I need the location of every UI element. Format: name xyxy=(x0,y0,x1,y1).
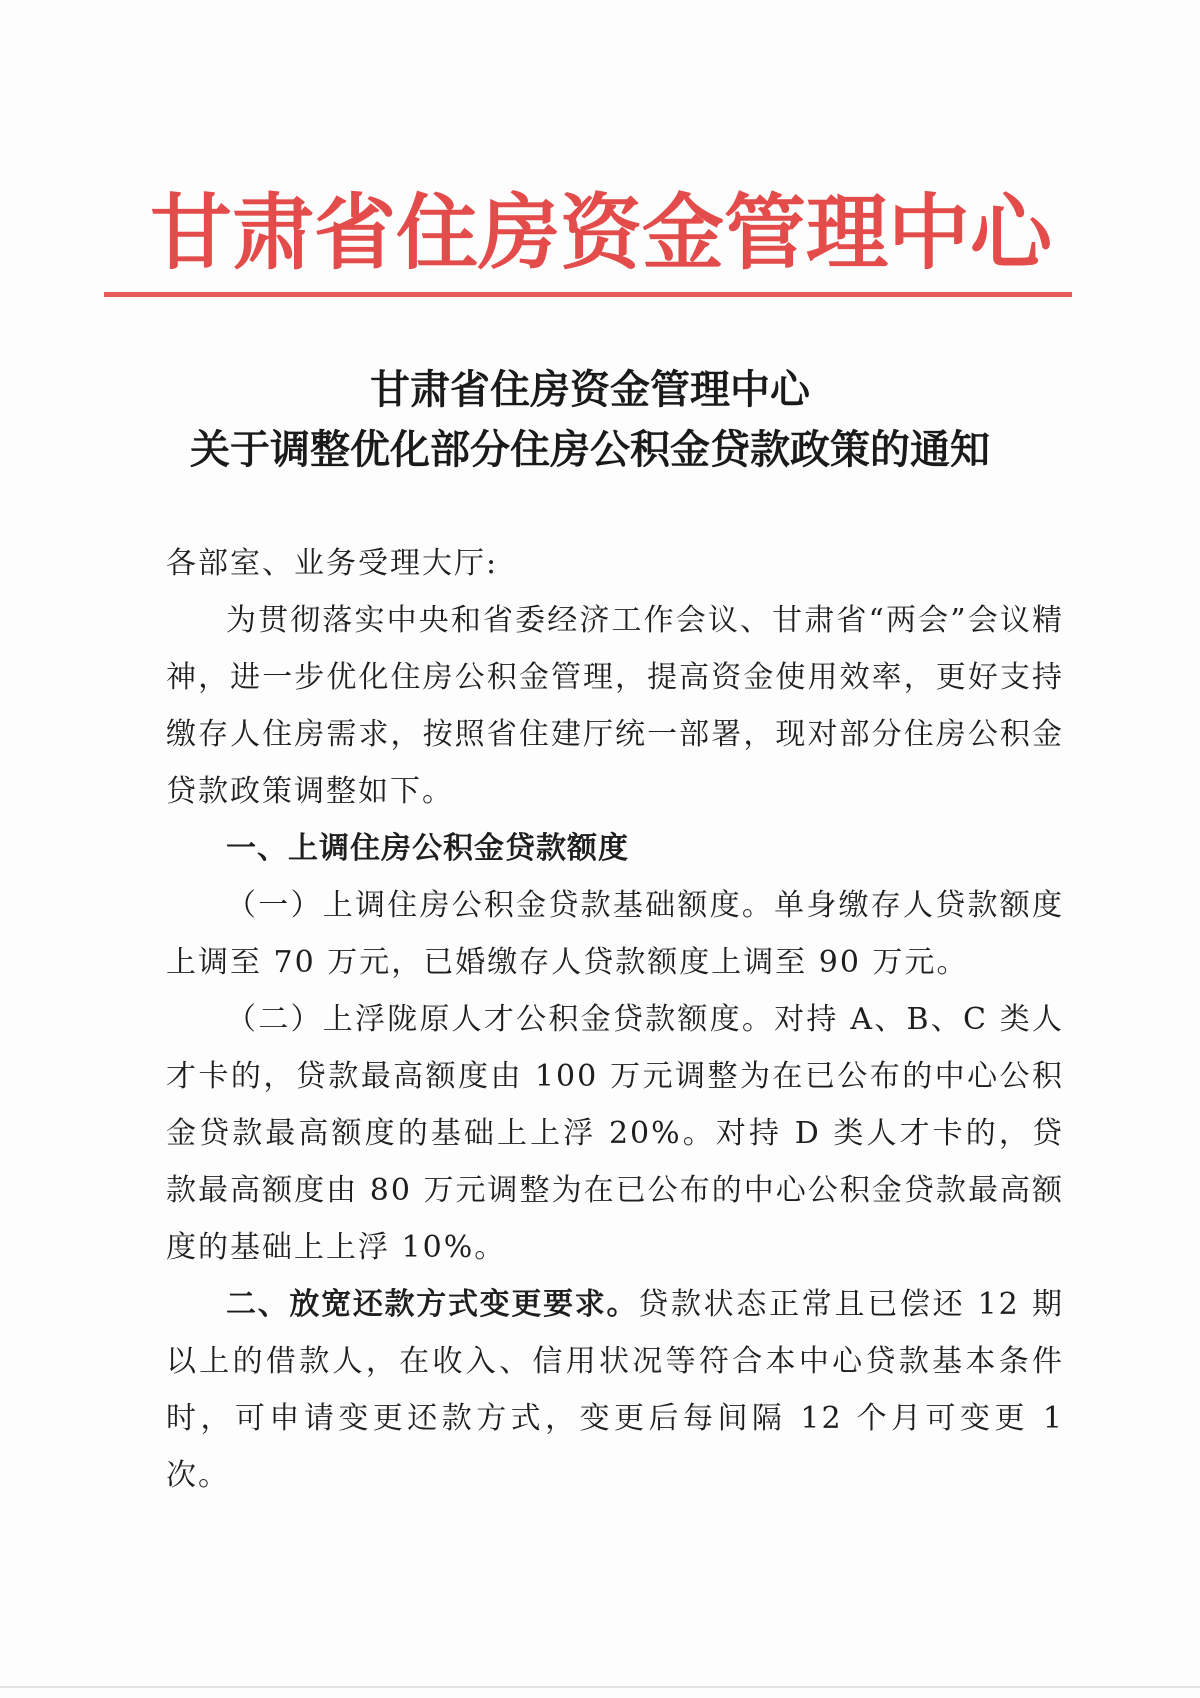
salutation: 各部室、业务受理大厅: xyxy=(166,546,499,581)
section1-heading: 一、上调住房公积金贷款额度 xyxy=(226,831,629,866)
section2-heading: 二、放宽还款方式变更要求。 xyxy=(226,1287,639,1322)
letterhead-org-name: 甘肃省住房资金管理中心 xyxy=(150,185,1053,281)
section1-item2: （二）上浮陇原人才公积金贷款额度。对持 A、B、C 类人才卡的，贷款最高额度由 100 万元调整为在已公布的中心公积金贷款最高额度的基础上上浮 20%。对持 D 类人才卡的，贷款最高额度由 80 万元调整为在已公布的中心公积金贷款最高额度的基础上上浮 10%。 xyxy=(166,1002,1064,1265)
section2-paragraph xyxy=(166,1276,1064,1504)
document-title-line1: 甘肃省住房资金管理中心 xyxy=(370,366,810,413)
section2-text: 贷款状态正常且已偿还 12 期以上的借款人，在收入、信用状况等符合本中心贷款基本条件时，可申请变更还款方式，变更后每间隔 12 个月可变更 1 次。 xyxy=(166,1287,1065,1493)
page-bottom-edge xyxy=(0,1686,1200,1688)
letterhead-red-rule xyxy=(104,292,1072,297)
section1-item1: （一）上调住房公积金贷款基础额度。单身缴存人贷款额度上调至 70 万元，已婚缴存人贷款额度上调至 90 万元。 xyxy=(166,888,1064,980)
document-body xyxy=(166,535,1064,1504)
document-title-line2: 关于调整优化部分住房公积金贷款政策的通知 xyxy=(190,426,990,473)
intro-paragraph: 为贯彻落实中央和省委经济工作会议、甘肃省“两会”会议精神，进一步优化住房公积金管理，提高资金使用效率，更好支持缴存人住房需求，按照省住建厅统一部署，现对部分住房公积金贷款政策调整如下。 xyxy=(166,603,1064,809)
